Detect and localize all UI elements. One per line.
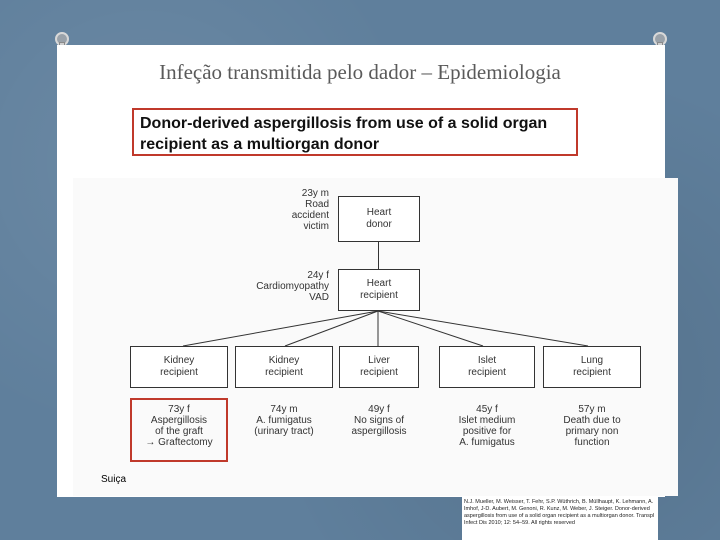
kidney-recipient-2-box: Kidney recipient [235,346,333,388]
outcome-kidney-1: 73y f Aspergillosis of the graft → Graftectomy [145,404,213,448]
heart-donor-box: Heart donor [338,196,420,242]
outcome-kidney-2: 74y m A. fumigatus (urinary tract) [254,404,314,437]
liver-recipient-box: Liver recipient [339,346,419,388]
article-title: Donor-derived aspergillosis from use of a solid organ recipient as a multiorgan donor [132,108,578,156]
islet-recipient-box: Islet recipient [439,346,535,388]
outcome-lung: 57y m Death due to primary non function [563,404,621,448]
donor-label: 23y m Road accident victim [291,188,329,232]
kidney-recipient-1-box: Kidney recipient [130,346,228,388]
transmission-diagram [73,178,678,496]
recipient-label: 24y f Cardiomyopathy VAD [256,270,329,303]
heart-recipient-box: Heart recipient [338,269,420,311]
fan-out-connectors [73,178,678,348]
outcome-liver: 49y f No signs of aspergillosis [351,404,407,437]
citation-reference: N.J. Mueller, M. Weisser, T. Fehr, S.P. Wüthrich, B. Müllhaupt, K. Lehmann, A. Imhof, J-D. Aubert, M. Genoni, R. Kunz, M. Weber, J. Steiger. Donor-derived aspergillosis from use of a solid organ recipient as a multiorgan donor. Transpl Infect Dis 2010; 12: 54–59. All rights reserved [462,497,658,540]
country-label: Suiça [101,474,127,485]
outcome-islet: 45y f Islet medium positive for A. fumigatus [458,404,516,448]
slide-title: Infeção transmitida pelo dador – Epidemiologia [159,60,561,84]
lung-recipient-box: Lung recipient [543,346,641,388]
